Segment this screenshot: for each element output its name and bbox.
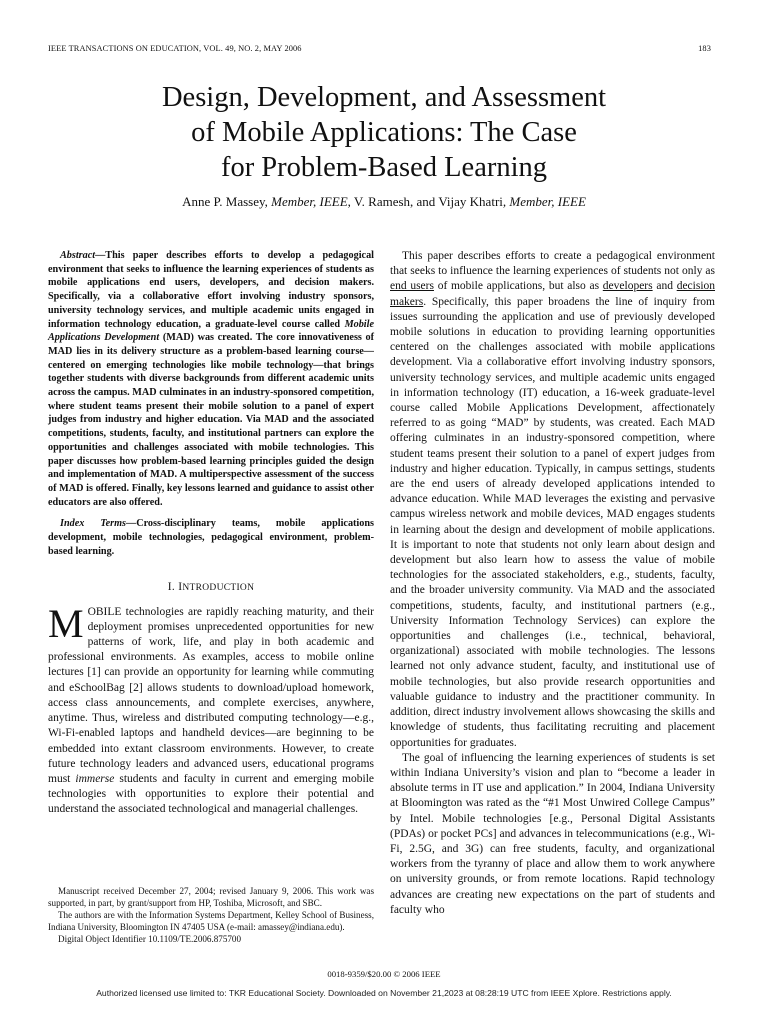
author-2-3: , V. Ramesh, and Vijay Khatri (347, 194, 503, 209)
abstract-text-2: (MAD) was created. The core innovativeness of MAD lies in its delivery structure as a problem-based learning course—centered on emerging technologies like mobile technology—that brings together students with diverse backgrounds from different academic units across the campus. MAD culminates in an industry-sponsored competition, where student teams present their mobile solution to a panel of expert judges from industry and higher education. Via MAD and the associated competitions, students, faculty, and institutional partners can explore the opportunities and challenges associated with mobile technologies. This paper discusses how problem-based learning principles guided the design and implementation of MAD. A multiperspective assessment of the success of MAD is offered. Finally, key lessons learned and guidance to assist other educators are also offered. (48, 332, 375, 508)
section-name: NTRODUCTION (182, 583, 255, 594)
left-column (48, 249, 374, 818)
copyright-line: 0018-9359/$20.00 © 2006 IEEE (327, 969, 441, 979)
license-notice: Authorized licensed use limited to: TKR Educational Society. Downloaded on November 21,2023 at 08:28:19 UTC from IEEE Xplore. Restrictions apply. (96, 988, 672, 998)
author-1: Anne P. Massey, (182, 194, 272, 209)
journal-citation: IEEE TRANSACTIONS ON EDUCATION, VOL. 49, NO. 2, MAY 2006 (48, 44, 302, 53)
page-number: 183 (698, 44, 711, 53)
intro-paragraph (48, 600, 374, 818)
body-paragraph-2: The goal of influencing the learning experiences of students is set within Indiana University’s vision and plan to “become a leader in absolute terms in IT use and application.” In 2004, Indiana University at Bloomington was rated as the “#1 Most Unwired College Campus” by Intel. Mobile technologies [e.g., Personal Digital Assistants (PDAs) or pocket PCs] and advances in telecommunications (e.g., Wi-Fi, 2.5G, and 3G) can free students, faculty, and organizational workers from the tyranny of place and allow them to work anywhere on university grounds, or from remote locations. Rapid technology advances are creating new expectations on the part of students and faculty who (390, 751, 715, 916)
footnote-doi: Digital Object Identifier 10.1109/TE.2006.875700 (58, 934, 242, 944)
body-paragraph-1 (390, 249, 715, 751)
abstract-course-name: Mobile Applications Development (48, 318, 374, 344)
right-column (390, 249, 715, 918)
section-numeral: I. I (167, 581, 183, 594)
author-3-membership: , Member, IEEE (502, 194, 586, 209)
footnote-affiliation: The authors are with the Information Systems Department, Kelley School of Business, Indiana University, Bloomington IN 47405 USA (e-mail: amassey@indiana.edu). (48, 910, 374, 932)
intro-text-2: students and faculty in current and emerging mobile technologies with opportunities to explore their potential and understand the associated technological and managerial challenges. (48, 772, 374, 816)
abstract (48, 249, 374, 509)
title-line-2: of Mobile Applications: The Case (191, 117, 577, 148)
index-terms (48, 517, 374, 558)
underlined-term-developers: developers (602, 280, 653, 293)
body-text: and (652, 280, 677, 293)
intro-emphasis: immerse (75, 772, 115, 785)
underlined-term-end-users: end users (390, 280, 434, 293)
running-head (48, 44, 711, 53)
index-terms-lead: Index Terms (60, 518, 127, 530)
body-text: This paper describes efforts to create a pedagogical environment that seeks to influence the learning experiences of students not only as (390, 250, 715, 278)
paper-title (0, 80, 768, 185)
index-terms-text: —Cross-disciplinary teams, mobile applications development, mobile technologies, pedagogical environment, problem-based learning. (48, 518, 374, 557)
footnotes (48, 885, 374, 945)
author-list (0, 194, 768, 210)
section-heading-introduction (48, 580, 374, 596)
abstract-text-1: —This paper describes efforts to develop a pedagogical environment that seeks to influence the learning experiences of students as mobile applications end users, developers, and decision makers. Specifically, via a collaborative effort involving industry sponsors, university technology services, and multiple academic units engaged in information technology education, a graduate-level course called (48, 250, 374, 330)
drop-cap: M (48, 600, 84, 646)
abstract-lead: Abstract (60, 250, 96, 261)
author-1-membership: Member, IEEE (271, 194, 348, 209)
body-text: . Specifically, this paper broadens the line of inquiry from issues surrounding the application and use of previously developed mobile solutions in education to providing learning opportunities centered on the challenges associated with mobile applications development. Via a collaborative effort involving industry sponsors, university technology services, and multiple academic units engaged in information technology (IT) education, a 16-week graduate-level course called Mobile Applications Development, affectionately referred to as going “MAD” by students, was created. Each MAD offering culminates in an industry-sponsored competition, where student teams present their solution to a panel of expert judges from industry and higher education. Typically, in campus settings, students are the end users of already developed applications intended to advance education. While MAD leverages the existing and pervasive campus wireless network and mobile devices, MAD engages students in learning about the design and development of mobile applications. It is important to note that students not only learn about design and development but also learn how to assess the value of mobile technologies for the associated stakeholders, e.g., students, faculty, and the broader university community. Via MAD and the associated competitions, students, faculty, and institutional partners (e.g., University Information Technology Services) can explore the opportunities and challenges (i.e., technical, behavioral, organizational) associated with mobile technologies. The lessons learned not only advance student, faculty, and institutional use of mobile technologies, but also provide research opportunities and valuable guidance to industry and the practitioner community. In addition, direct industry involvement allows showcasing the skills and knowledge of students, thus facilitating recruiting and placement opportunities for graduates. (390, 295, 715, 749)
underlined-term-decision-makers: decision makers (390, 280, 716, 308)
body-text: of mobile applications, but also as (433, 280, 603, 293)
title-line-1: Design, Development, and Assessment (161, 82, 607, 113)
intro-text-1: OBILE technologies are rapidly reaching maturity, and their deployment promises unprecedented opportunities for new patterns of work, life, and play in both academic and professional environments. As examples, access to mobile online lectures [1] can provide an opportunity for learning while commuting and eSchoolBag [2] allows students to download/upload homework, access class announcements, and complete exercises, anywhere, anytime. Thus, wireless and distributed computing technology—e.g., Wi-Fi-enabled laptops and handheld devices—are beginning to be embedded into extant classroom environments. However, to create future technology leaders and advanced users, educational programs must (48, 605, 374, 785)
footnote-manuscript: Manuscript received December 27, 2004; revised January 9, 2006. This work was supported, in part, by grant/support from HP, Toshiba, Microsoft, and SBC. (48, 886, 374, 908)
title-line-3: for Problem-Based Learning (220, 152, 548, 183)
